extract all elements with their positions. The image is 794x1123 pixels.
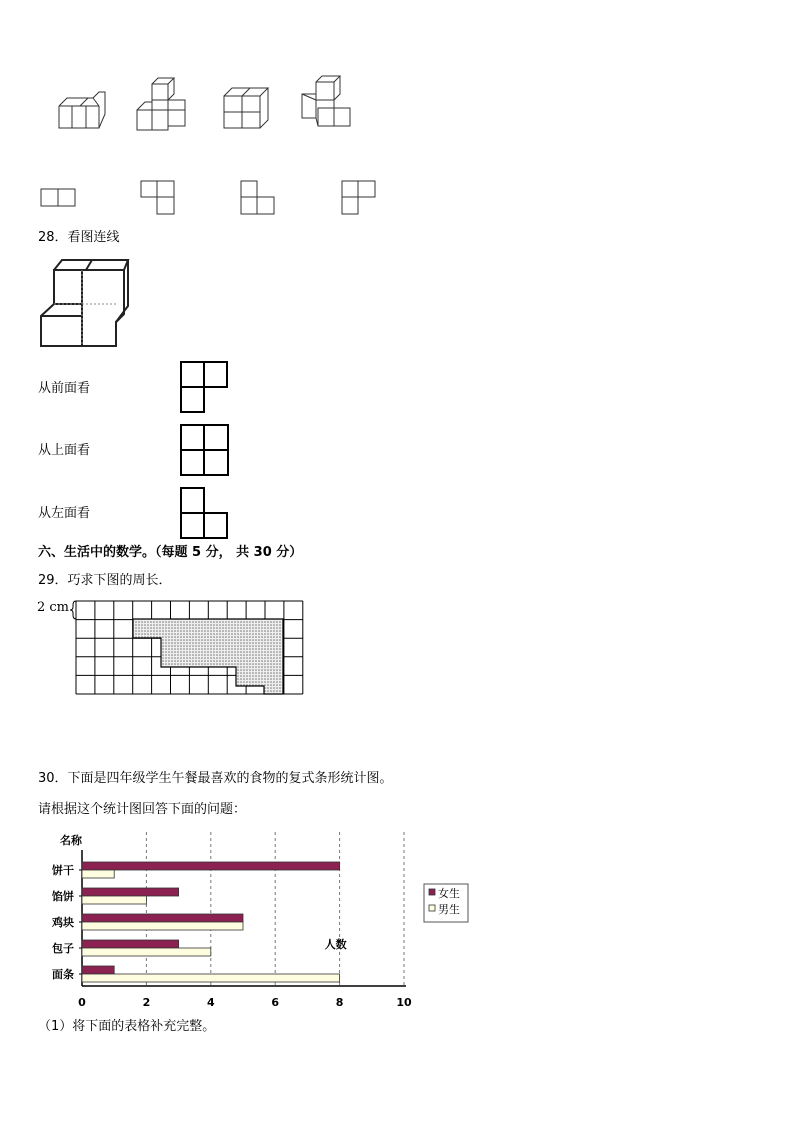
q29-scale-label: 2 cm xyxy=(37,600,70,615)
chart-category-label: 馅饼 xyxy=(52,890,74,903)
q30-instruction: 请根据这个统计图回答下面的问题： xyxy=(38,802,247,817)
chart-bar-girls xyxy=(82,862,340,870)
q28-title: 28．看图连线 xyxy=(38,230,120,245)
q28-cube-figure xyxy=(38,256,133,356)
chart-category-label: 包子 xyxy=(52,942,74,955)
chart-x-tick-label: 0 xyxy=(78,996,86,1009)
view-figure-1 xyxy=(40,188,76,208)
view-label-front: 从前面看 xyxy=(38,381,91,396)
q28-left-view xyxy=(180,487,230,541)
view-label-left: 从左面看 xyxy=(38,506,91,521)
chart-bar-girls xyxy=(82,966,114,974)
cube-figure-2 xyxy=(135,82,190,134)
q29-grid-figure xyxy=(72,600,304,696)
cube-figure-1 xyxy=(55,92,105,132)
chart-category-label: 面条 xyxy=(52,968,74,981)
q28-front-view xyxy=(180,361,230,415)
cube-figure-3 xyxy=(222,88,270,130)
chart-x-tick-label: 10 xyxy=(396,996,412,1009)
chart-legend-label-boys: 男生 xyxy=(438,903,460,916)
q30-title: 30．下面是四年级学生午餐最喜欢的食物的复式条形统计图。 xyxy=(38,771,393,786)
chart-legend-swatch-boys xyxy=(429,905,435,911)
chart-bar-boys xyxy=(82,896,146,904)
section6-heading: 六、生活中的数学。（每题 5 分， 共 30 分） xyxy=(38,545,303,560)
chart-x-tick-label: 8 xyxy=(335,996,344,1009)
q28-top-view xyxy=(180,424,232,478)
view-figure-2 xyxy=(140,180,176,216)
chart-ylabel: 名称 xyxy=(60,834,82,847)
chart-bar-boys xyxy=(82,948,211,956)
q29-title: 29．巧求下图的周长． xyxy=(38,573,172,588)
view-label-top: 从上面看 xyxy=(38,443,91,458)
chart-legend-swatch-girls xyxy=(429,889,435,895)
chart-category-label: 饼干 xyxy=(52,864,74,877)
view-figure-4 xyxy=(341,180,377,216)
chart-bar-girls xyxy=(82,914,243,922)
chart-xlabel: 人数 xyxy=(324,938,347,951)
chart-bar-girls xyxy=(82,940,179,948)
chart-legend-label-girls: 女生 xyxy=(438,887,460,900)
q30-sub1: （1）将下面的表格补充完整。 xyxy=(38,1019,216,1034)
cube-figure-4 xyxy=(300,78,355,130)
chart-x-tick-label: 2 xyxy=(142,996,151,1009)
chart-bar-boys xyxy=(82,870,114,878)
chart-bar-boys xyxy=(82,922,243,930)
chart-bar-girls xyxy=(82,888,179,896)
chart-x-tick-label: 4 xyxy=(206,996,215,1009)
chart-category-label: 鸡块 xyxy=(52,916,74,929)
q30-bar-chart xyxy=(40,828,480,1013)
chart-x-tick-label: 6 xyxy=(271,996,280,1009)
view-figure-3 xyxy=(240,180,276,216)
chart-bar-boys xyxy=(82,974,340,982)
